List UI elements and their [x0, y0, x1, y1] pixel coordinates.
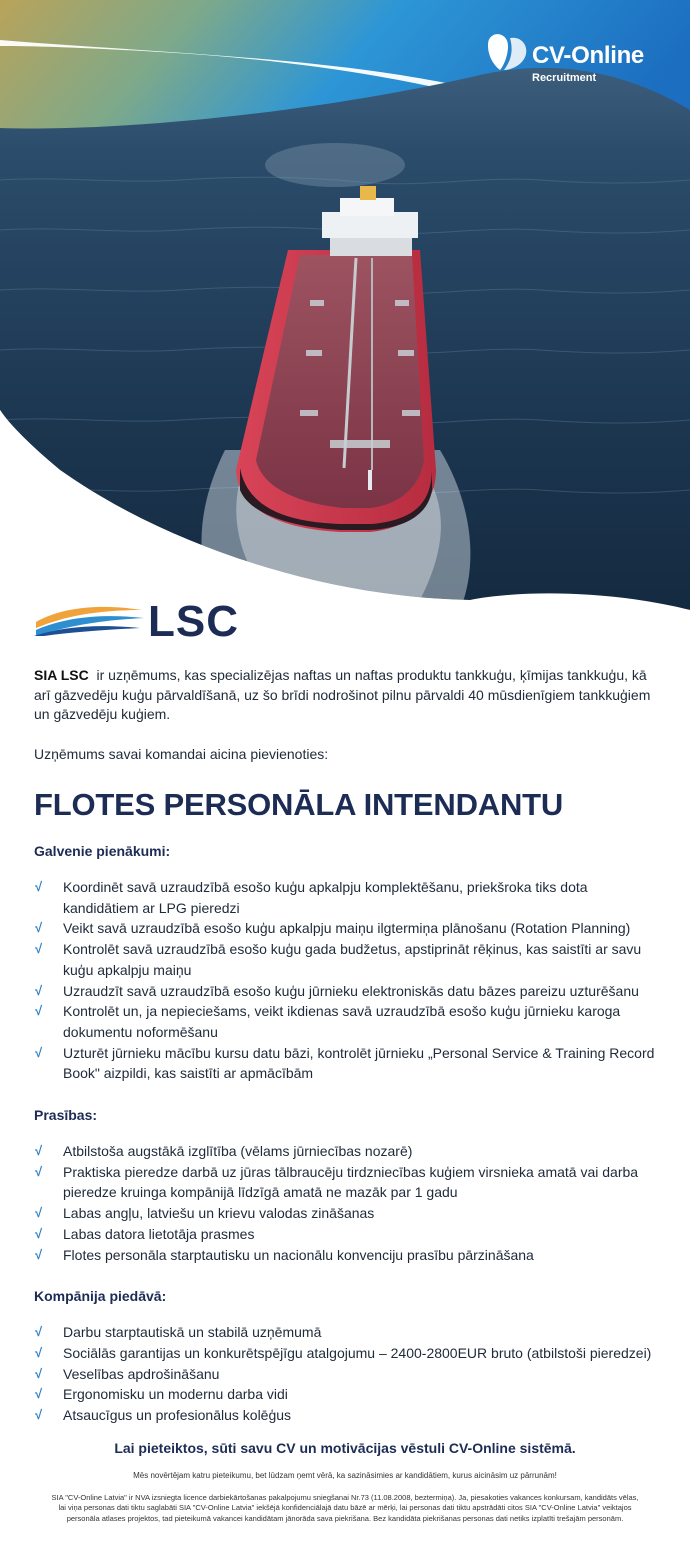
list-item-text: Kontrolēt un, ja nepieciešams, veikt ikdienas savā uzraudzībā esošo kuģu jūrnieku karoga dokumentu noformēšanu [63, 1003, 621, 1040]
list-item-text: Atsaucīgus un profesionālus kolēģus [63, 1407, 292, 1424]
list-item-text: Flotes personāla starptautisku un nacionālu konvenciju prasību pārzināšana [63, 1246, 534, 1263]
checkmark-icon: √ [35, 941, 43, 957]
cv-online-mark-icon [486, 30, 530, 74]
list-item-text: Labas datora lietotāja prasmes [63, 1225, 255, 1242]
list-item [34, 1043, 659, 1084]
checkmark-icon: √ [35, 920, 43, 936]
list-item-text: Koordinēt savā uzraudzībā esošo kuģu apkalpju komplektēšanu, priekšroka tiks dota kandidātiem ar LPG pieredzi [63, 879, 588, 916]
checkmark-icon: √ [35, 1246, 43, 1262]
lsc-logo [34, 598, 254, 646]
list-item-text: Atbilstoša augstākā izglītība (vēlams jūrniecības nozarē) [63, 1143, 413, 1160]
list-item-text: Veikt savā uzraudzībā esošo kuģu apkalpju maiņu ilgtermiņa plānošanu (Rotation Planning) [63, 920, 631, 937]
list-item [34, 1141, 659, 1162]
list-item-text: Sociālās garantijas un konkurētspējīgu atalgojumu – 2400-2800EUR bruto (atbilstoši pieredzei) [63, 1344, 652, 1361]
checkmark-icon: √ [35, 1205, 43, 1221]
list-item [34, 1405, 659, 1426]
cv-online-logo [486, 30, 676, 90]
tanker-ship-image [0, 0, 690, 610]
checkmark-icon: √ [35, 1143, 43, 1159]
offer-list [34, 1322, 659, 1426]
checkmark-icon: √ [35, 1324, 43, 1340]
requirements-list [34, 1141, 659, 1265]
legal-disclaimer: SIA "CV-Online Latvia" ir NVA izsniegta licence darbiekārtošanas pakalpojumu sniegšanai Nr.73 (11.08.2008, beztermiņa). Ja, piesakoties vakances konkursam, kandidāts vēlas, lai viņa personas dati tiktu saglabāti SIA "CV-Online Latvia" iekšējā konfidenciālajā datu bāzē ar mērķi, lai personas dati tiktu apstrādāti citos SIA "CV-Online Latvia" veiktajos personāla atlases projektos, tad pieteikumā vakancei kandidātam jānorāda sava piekrišana. Bez kandidāta piekrišanas personas dati netiks izplatīti trešajām personām. [51, 1493, 639, 1523]
hero-banner [0, 0, 690, 610]
list-item [34, 1343, 659, 1364]
checkmark-icon: √ [35, 1044, 43, 1060]
list-item-text: Kontrolēt savā uzraudzībā esošo kuģu gada budžetus, apstiprināt rēķinus, kas saistīti ar savu kuģu apkalpju maiņu [63, 941, 642, 978]
brand-name: CV-Online [532, 42, 644, 69]
list-item-text: Uzturēt jūrnieku mācību kursu datu bāzi, kontrolēt jūrnieku „Personal Service & Training Record Book" aizpildi, kas saistīti ar apmācībām [63, 1044, 655, 1082]
responsibilities-list [34, 877, 659, 1084]
lsc-logo-text: LSC [148, 597, 239, 646]
checkmark-icon: √ [35, 1225, 43, 1241]
apply-call-to-action[interactable]: Lai pieteiktos, sūti savu CV un motivācijas vēstuli CV-Online sistēmā. [114, 1440, 576, 1456]
invitation-lead: Uzņēmums savai komandai aicina pievienoties: [34, 745, 329, 762]
candidate-note: Mēs novērtējam katru pieteikumu, bet lūdzam ņemt vērā, ka sazināsimies ar kandidātiem, kurus aicināsim uz pārrunām! [133, 1471, 557, 1480]
list-item [34, 1162, 659, 1203]
list-item [34, 1001, 659, 1042]
job-description [34, 666, 659, 1426]
list-item [34, 1384, 659, 1405]
list-item [34, 1224, 659, 1245]
list-item [34, 918, 659, 939]
checkmark-icon: √ [35, 879, 43, 894]
section-title: Prasības: [34, 1107, 98, 1124]
list-item-text: Praktiska pieredze darbā uz jūras tālbraucēju tirdzniecības kuģiem virsnieka amatā vai darba pieredze kruinga kompānijā līdzīgā amatā ne mazāk par 1 gadu [63, 1163, 639, 1201]
section-title: Galvenie pienākumi: [34, 843, 171, 859]
section-offer [34, 1287, 659, 1426]
company-intro [34, 666, 659, 725]
checkmark-icon: √ [35, 1344, 43, 1360]
checkmark-icon: √ [35, 1365, 43, 1381]
checkmark-icon: √ [35, 1386, 43, 1402]
list-item-text: Uzraudzīt savā uzraudzībā esošo kuģu jūrnieku elektroniskās datu bāzes pareizu uzturēšanu [63, 982, 639, 999]
checkmark-icon: √ [35, 982, 43, 998]
list-item-text: Veselības apdrošināšanu [63, 1365, 220, 1382]
lsc-waves-icon [34, 604, 146, 636]
list-item-text: Labas angļu, latviešu un krievu valodas zināšanas [63, 1205, 375, 1222]
list-item [34, 1364, 659, 1385]
section-title: Kompānija piedāvā: [34, 1288, 167, 1305]
list-item [34, 981, 659, 1002]
brand-subtitle: Recruitment [532, 72, 597, 84]
company-intro-text: ir uzņēmums, kas specializējas naftas un naftas produktu tankkuģu, ķīmijas tankkuģu, kā arī gāzvedēju kuģu pārvaldīšanā, uz šo brīdi nodrošinot pilnu pārvaldi 40 mūsdienīgiem tankkuģiem un gāzvedēju kuģiem. [34, 667, 651, 722]
checkmark-icon: √ [35, 1163, 43, 1179]
list-item-text: Darbu starptautiskā un stabilā uzņēmumā [63, 1324, 322, 1341]
list-item [34, 939, 659, 980]
list-item-text: Ergonomisku un modernu darba vidi [63, 1386, 288, 1403]
checkmark-icon: √ [35, 1003, 43, 1019]
list-item [34, 1203, 659, 1224]
list-item [34, 1322, 659, 1343]
section-responsibilities [34, 842, 659, 1084]
list-item [34, 1245, 659, 1266]
section-requirements [34, 1106, 659, 1265]
list-item [34, 877, 659, 918]
company-name: SIA LSC [34, 667, 89, 683]
checkmark-icon: √ [35, 1407, 43, 1423]
job-title: FLOTES PERSONĀLA INTENDANTU [34, 787, 564, 822]
